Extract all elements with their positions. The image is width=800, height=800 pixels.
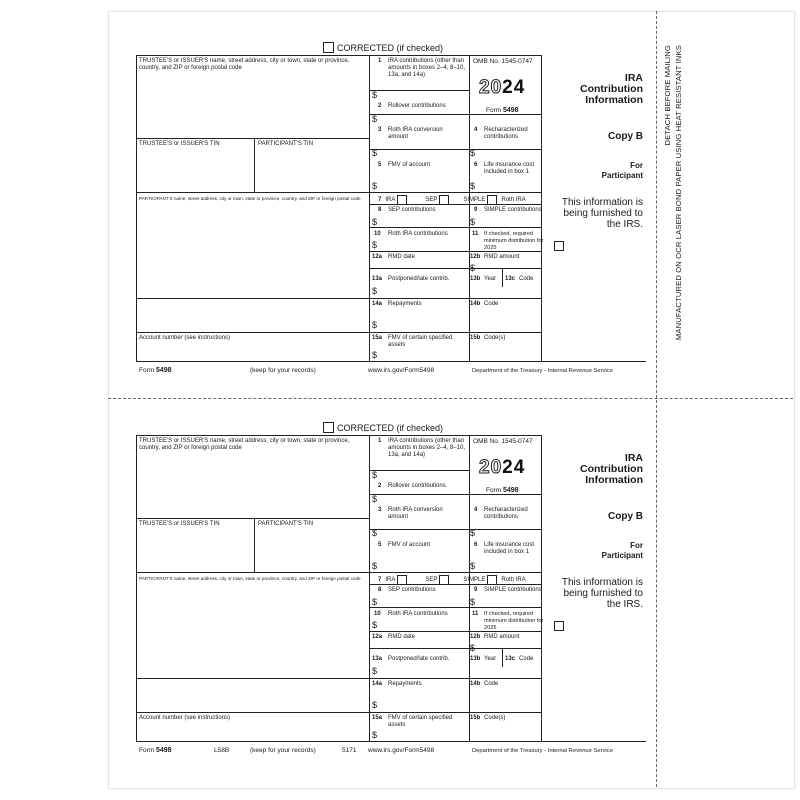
box14b-number: 14b xyxy=(470,301,481,307)
form-number: 5498 xyxy=(502,487,519,494)
rule xyxy=(369,470,469,471)
box7-simple xyxy=(463,575,497,585)
rule xyxy=(136,435,137,741)
box11-number: 11 xyxy=(472,611,479,617)
box4-number: 4 xyxy=(474,507,478,513)
box2-number: 2 xyxy=(378,103,382,109)
rule xyxy=(136,55,541,56)
box10-number: 10 xyxy=(374,231,381,237)
box12b-dollar: $ xyxy=(470,263,476,273)
box7-simple-label: SIMPLE xyxy=(463,197,486,203)
copy-label: Copy B xyxy=(608,131,643,142)
box13a-number: 13a xyxy=(372,656,383,662)
box15a-dollar: $ xyxy=(372,350,378,360)
box7-roth xyxy=(501,197,525,203)
box10-dollar: $ xyxy=(372,240,378,250)
box4-label: Recharacterized contributions xyxy=(484,127,528,140)
box11-label: If checked, required minimum distribution for 2025 xyxy=(484,611,544,631)
box12a-label: RMD date xyxy=(388,634,416,640)
box14b-label: Code xyxy=(484,301,499,307)
box14a-dollar: $ xyxy=(372,700,378,710)
box13b-number: 13b xyxy=(470,656,481,662)
form-copy-top xyxy=(136,42,646,375)
box3-dollar: $ xyxy=(372,148,378,158)
footer-form-number xyxy=(139,747,172,755)
horizontal-perforation xyxy=(108,398,793,399)
box5-label: FMV of account xyxy=(388,162,431,168)
sep-checkbox[interactable] xyxy=(439,195,449,205)
rule xyxy=(369,648,541,649)
box7-ira-label: IRA xyxy=(385,577,396,583)
box12b-label: RMD amount xyxy=(484,254,520,260)
box14a-number: 14a xyxy=(372,301,383,307)
trustee-name-label: TRUSTEE'S or ISSUER'S name, street address, city or town, state or province, country, and ZIP or foreign postal code xyxy=(139,438,350,451)
box15a-number: 15a xyxy=(372,335,383,341)
box2-dollar: $ xyxy=(372,494,378,504)
box13a-dollar: $ xyxy=(372,286,378,296)
box7-ira xyxy=(385,575,407,585)
box7-simple-label: SIMPLE xyxy=(463,577,486,583)
rule xyxy=(254,138,255,192)
keep-records-text: (keep for your records) xyxy=(250,747,316,754)
furnished-notice: This information is being furnished to the IRS. xyxy=(561,577,643,610)
rule xyxy=(136,572,541,573)
rule xyxy=(369,149,541,150)
ira-checkbox[interactable] xyxy=(397,195,407,205)
box13a-label: Postponed/late contrib. xyxy=(388,276,450,282)
rule xyxy=(254,518,255,572)
box4-dollar: $ xyxy=(470,528,476,538)
participant-tin-label: PARTICIPANT'S TIN xyxy=(258,141,314,147)
rule xyxy=(369,90,469,91)
box15a-label: FMV of certain specified assets xyxy=(388,335,453,348)
rule xyxy=(136,138,369,139)
corrected-row xyxy=(323,422,443,433)
rule xyxy=(136,518,369,519)
box13c-number: 13c xyxy=(505,656,516,662)
box1-number: 1 xyxy=(378,58,382,64)
box12a-number: 12a xyxy=(372,254,383,260)
rmd-checkbox[interactable] xyxy=(554,621,564,631)
footer-form-word: Form xyxy=(139,367,155,374)
rule xyxy=(502,268,503,287)
box10-label: Roth IRA contributions xyxy=(388,231,448,237)
for-participant xyxy=(602,541,643,561)
box12b-number: 12b xyxy=(470,634,481,640)
participant-name-label: PARTICIPANT'S name, street address, city or town, state or province, country, and ZIP or foreign postal code xyxy=(139,576,361,581)
form-number-label xyxy=(486,487,519,494)
box3-number: 3 xyxy=(378,127,382,133)
box14a-number: 14a xyxy=(372,681,383,687)
rule xyxy=(136,741,646,742)
box11-number: 11 xyxy=(472,231,479,237)
box8-dollar: $ xyxy=(372,217,378,227)
rule xyxy=(469,435,470,741)
box13c-label: Code xyxy=(519,276,534,282)
box2-number: 2 xyxy=(378,483,382,489)
for-label: For xyxy=(630,541,643,550)
rule xyxy=(369,607,541,608)
box7-number: 7 xyxy=(378,197,382,203)
account-number-label: Account number (see instructions) xyxy=(139,715,231,721)
for-label: For xyxy=(630,161,643,170)
irs-website: www.irs.gov/Form5498 xyxy=(368,747,435,754)
footer-form-num: 5498 xyxy=(155,747,172,754)
box7-ira-label: IRA xyxy=(385,197,396,203)
box7-roth-label: Roth IRA xyxy=(501,197,526,203)
vertical-perforation xyxy=(656,11,657,787)
tax-year-prefix: 20 xyxy=(479,457,503,478)
copy-label: Copy B xyxy=(608,511,643,522)
rmd-checkbox[interactable] xyxy=(554,241,564,251)
rule xyxy=(369,114,541,115)
participant-name-label: PARTICIPANT'S name, street address, city or town, state or province, country, and ZIP or foreign postal code xyxy=(139,196,361,201)
for-participant xyxy=(602,161,643,181)
box12a-number: 12a xyxy=(372,634,383,640)
box5-dollar: $ xyxy=(372,181,378,191)
rule xyxy=(469,55,470,361)
box6-number: 6 xyxy=(474,162,478,168)
box7-row xyxy=(372,195,572,205)
rule xyxy=(369,529,541,530)
box7-row xyxy=(372,575,572,585)
rule xyxy=(136,712,541,713)
ira-checkbox[interactable] xyxy=(397,575,407,585)
title-line-1: IRA xyxy=(624,72,643,84)
tax-year-prefix: 20 xyxy=(479,77,503,98)
sep-checkbox[interactable] xyxy=(439,575,449,585)
tax-year-suffix: 24 xyxy=(502,77,526,98)
box7-ira xyxy=(385,195,407,205)
tax-year xyxy=(479,457,525,479)
box6-label: Life insurance cost included in box 1 xyxy=(484,162,535,175)
box2-dollar: $ xyxy=(372,114,378,124)
box13c-number: 13c xyxy=(505,276,516,282)
box10-number: 10 xyxy=(374,611,381,617)
box9-number: 9 xyxy=(474,207,478,213)
participant-tin-label: PARTICIPANT'S TIN xyxy=(258,521,314,527)
tax-year-suffix: 24 xyxy=(502,457,526,478)
box10-dollar: $ xyxy=(372,620,378,630)
box9-number: 9 xyxy=(474,587,478,593)
corrected-checkbox[interactable] xyxy=(323,422,334,433)
box8-number: 8 xyxy=(378,587,382,593)
rule xyxy=(369,268,541,269)
box15a-label: FMV of certain specified assets xyxy=(388,715,453,728)
box5-number: 5 xyxy=(378,542,382,548)
corrected-checkbox[interactable] xyxy=(323,42,334,53)
box8-label: SEP contributions xyxy=(388,207,436,213)
box5-label: FMV of account xyxy=(388,542,431,548)
detach-notice: DETACH BEFORE MAILING xyxy=(663,45,672,146)
form-word: Form xyxy=(486,487,502,494)
box1-label: IRA contributions (other than amounts in boxes 2–4, 8–10, 13a, and 14a) xyxy=(388,58,466,78)
box1-number: 1 xyxy=(378,438,382,444)
box5-number: 5 xyxy=(378,162,382,168)
box15b-number: 15b xyxy=(470,335,481,341)
box9-label: SIMPLE contributions xyxy=(484,207,542,213)
box7-number: 7 xyxy=(378,577,382,583)
box12b-number: 12b xyxy=(470,254,481,260)
rule xyxy=(369,55,370,361)
rule xyxy=(369,435,370,741)
title-line-2: Contribution xyxy=(580,83,643,95)
furnished-notice: This information is being furnished to the IRS. xyxy=(561,197,643,230)
corrected-label: CORRECTED (if checked) xyxy=(337,42,444,53)
footer-code-1: L58B xyxy=(214,747,230,754)
box2-label: Rollover contributions xyxy=(388,483,446,489)
box12b-dollar: $ xyxy=(470,643,476,653)
box13b-number: 13b xyxy=(470,276,481,282)
box14a-label: Repayments xyxy=(388,681,422,687)
form-number: 5498 xyxy=(502,107,519,114)
title-line-2: Contribution xyxy=(580,463,643,475)
box11-label: If checked, required minimum distribution for 2025 xyxy=(484,231,544,251)
box6-dollar: $ xyxy=(470,561,476,571)
rule xyxy=(136,435,541,436)
box4-dollar: $ xyxy=(470,148,476,158)
box6-number: 6 xyxy=(474,542,478,548)
box7-roth xyxy=(501,577,525,583)
corrected-label: CORRECTED (if checked) xyxy=(337,422,444,433)
box13a-dollar: $ xyxy=(372,666,378,676)
title-line-1: IRA xyxy=(624,452,643,464)
trustee-tin-label: TRUSTEE'S or ISSUER'S TIN xyxy=(139,141,220,147)
box15b-label: Code(s) xyxy=(484,715,506,721)
box3-label: Roth IRA conversion amount xyxy=(388,507,443,520)
footer-form-word: Form xyxy=(139,747,155,754)
participant-label: Participant xyxy=(601,171,643,180)
box15b-number: 15b xyxy=(470,715,481,721)
keep-records-text: (keep for your records) xyxy=(250,367,316,374)
box4-label: Recharacterized contributions xyxy=(484,507,528,520)
title-line-3: Information xyxy=(585,474,643,486)
box1-dollar: $ xyxy=(372,470,378,480)
box6-dollar: $ xyxy=(470,181,476,191)
box3-dollar: $ xyxy=(372,528,378,538)
box9-label: SIMPLE contributions xyxy=(484,587,542,593)
rule xyxy=(136,332,541,333)
form-title xyxy=(580,453,643,486)
box15a-number: 15a xyxy=(372,715,383,721)
form-word: Form xyxy=(486,107,502,114)
box14a-dollar: $ xyxy=(372,320,378,330)
box8-label: SEP contributions xyxy=(388,587,436,593)
box8-number: 8 xyxy=(378,207,382,213)
rule xyxy=(136,298,541,299)
box12b-label: RMD amount xyxy=(484,634,520,640)
box14a-label: Repayments xyxy=(388,301,422,307)
rule xyxy=(136,678,541,679)
participant-label: Participant xyxy=(601,551,643,560)
box7-simple xyxy=(463,195,497,205)
box7-roth-label: Roth IRA xyxy=(501,577,526,583)
box5-dollar: $ xyxy=(372,561,378,571)
omb-number: OMB No. 1545-0747 xyxy=(473,58,533,65)
rule xyxy=(369,494,541,495)
title-line-3: Information xyxy=(585,94,643,106)
box10-label: Roth IRA contributions xyxy=(388,611,448,617)
rule xyxy=(136,192,541,193)
rule xyxy=(136,361,646,362)
form-copy-bottom xyxy=(136,422,646,755)
box3-number: 3 xyxy=(378,507,382,513)
box14b-label: Code xyxy=(484,681,499,687)
footer-form-number xyxy=(139,367,172,375)
trustee-tin-label: TRUSTEE'S or ISSUER'S TIN xyxy=(139,521,220,527)
box14b-number: 14b xyxy=(470,681,481,687)
box1-label: IRA contributions (other than amounts in boxes 2–4, 8–10, 13a, and 14a) xyxy=(388,438,466,458)
box9-dollar: $ xyxy=(470,217,476,227)
side-notice xyxy=(662,45,698,345)
treasury-department: Department of the Treasury - Internal Revenue Service xyxy=(472,368,613,374)
box13a-number: 13a xyxy=(372,276,383,282)
box4-number: 4 xyxy=(474,127,478,133)
box12a-label: RMD date xyxy=(388,254,416,260)
trustee-name-label: TRUSTEE'S or ISSUER'S name, street address, city or town, state or province, country, and ZIP or foreign postal code xyxy=(139,58,350,71)
form-number-label xyxy=(486,107,519,114)
box3-label: Roth IRA conversion amount xyxy=(388,127,443,140)
rule xyxy=(502,648,503,667)
omb-number: OMB No. 1545-0747 xyxy=(473,438,533,445)
box13c-label: Code xyxy=(519,656,534,662)
form-title xyxy=(580,73,643,106)
box6-label: Life insurance cost included in box 1 xyxy=(484,542,535,555)
box7-sep-label: SEP xyxy=(425,197,438,203)
simple-checkbox[interactable] xyxy=(487,195,497,205)
box2-label: Rollover contributions xyxy=(388,103,446,109)
box7-sep xyxy=(425,575,449,585)
box15a-dollar: $ xyxy=(372,730,378,740)
box13b-label: Year xyxy=(484,656,497,662)
treasury-department: Department of the Treasury - Internal Revenue Service xyxy=(472,748,613,754)
account-number-label: Account number (see instructions) xyxy=(139,335,231,341)
box15b-label: Code(s) xyxy=(484,335,506,341)
box1-dollar: $ xyxy=(372,90,378,100)
box13b-label: Year xyxy=(484,276,497,282)
paper-notice: MANUFACTURED ON OCR LASER BOND PAPER USING HEAT RESISTANT INKS xyxy=(674,45,683,341)
corrected-row xyxy=(323,42,443,53)
rule xyxy=(369,227,541,228)
irs-website: www.irs.gov/Form5498 xyxy=(368,367,435,374)
box7-sep xyxy=(425,195,449,205)
box7-sep-label: SEP xyxy=(425,577,438,583)
box8-dollar: $ xyxy=(372,597,378,607)
tax-year xyxy=(479,77,525,99)
box9-dollar: $ xyxy=(470,597,476,607)
simple-checkbox[interactable] xyxy=(487,575,497,585)
footer-form-num: 5498 xyxy=(155,367,172,374)
box13a-label: Postponed/late contrib. xyxy=(388,656,450,662)
rule xyxy=(136,55,137,361)
footer-code-2: 5171 xyxy=(342,747,357,754)
